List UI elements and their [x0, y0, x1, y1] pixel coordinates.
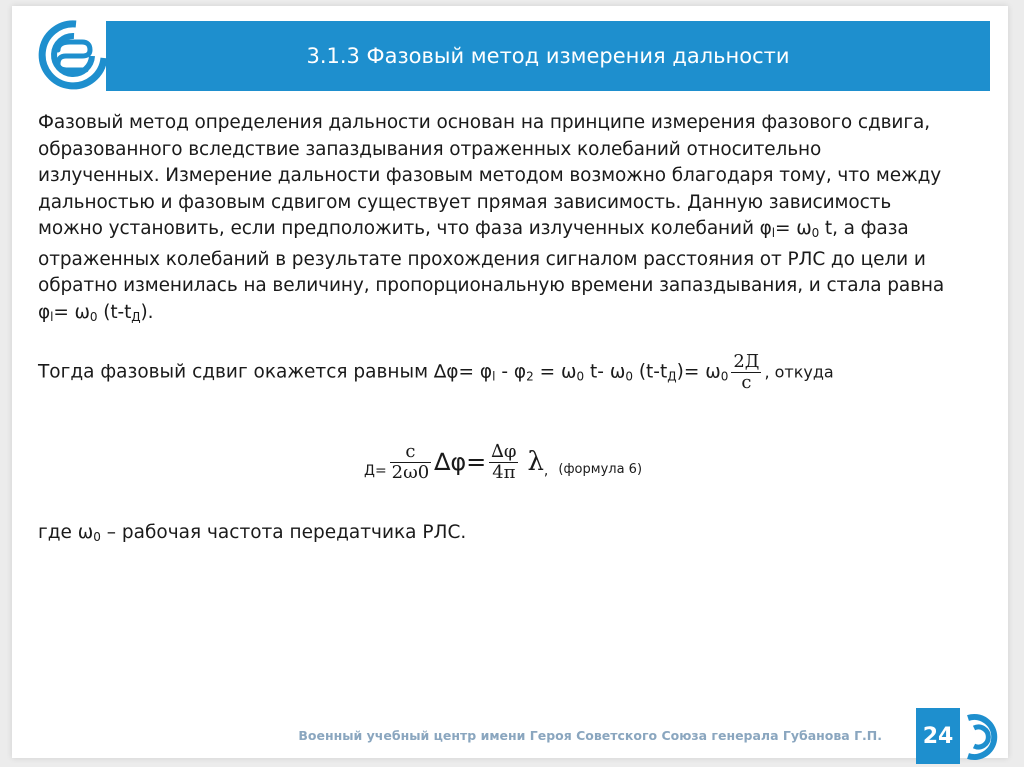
subscript: 0 [576, 369, 585, 384]
text: (t-t [632, 361, 668, 383]
fraction-c-over-2w0 [390, 442, 432, 483]
subscript: Д [667, 369, 677, 384]
main-paragraph [38, 110, 948, 330]
text: – рабочая частота передатчика РЛС. [100, 522, 467, 543]
para-text: t, а фаза отраженных колебаний в результате прохождения сигналом расстояния от РЛС до цели и обратно изменилась на величину, пропорциональную времени запаздывания, и стала равна φ [38, 218, 945, 323]
denominator: 4π [489, 462, 518, 483]
subscript: 0 [89, 309, 98, 324]
subscript: 0 [625, 369, 633, 384]
text: Тогда фазовый сдвиг окажется равным ∆φ= φ [38, 361, 493, 383]
subscript: Д [131, 309, 141, 324]
text: = ω [533, 361, 577, 383]
content [38, 110, 948, 392]
subscript: l [492, 369, 496, 384]
subscript: 0 [93, 530, 101, 544]
formula-lhs: Д= [364, 463, 387, 479]
text: )= ω [676, 361, 721, 383]
para-text: = ω [775, 218, 812, 239]
para-text: ). [140, 301, 154, 323]
slide [12, 6, 1008, 758]
formula-note: (формула 6) [558, 461, 643, 477]
numerator: 2Д [733, 351, 760, 372]
subscript: 2 [526, 369, 534, 384]
text: t- ω [584, 361, 626, 383]
phase-shift-line [38, 352, 948, 392]
fraction-dphi-over-4pi [489, 442, 518, 483]
text: , откуда [764, 362, 834, 382]
footer-label: Военный учебный центр имени Героя Советского Союза генерала Губанова Г.П. [298, 728, 882, 743]
page-number: 24 [916, 708, 960, 764]
subscript: l [771, 226, 776, 240]
para-text: Фазовый метод определения дальности основан на принципе измерения фазового сдвига, образованного вследствие запаздывания отраженных колебаний относительно излученных. Измерение дальности фазовым методом возможно благодаря тому, что между дальностью и фазовым сдвигом существует прямая зависимость. Данную зависимость можно установить, если предположить, что фаза излученных колебаний φ [38, 112, 942, 239]
formula-comma: , [543, 463, 549, 479]
fraction-2d-over-c [731, 352, 761, 393]
text: - φ [495, 361, 527, 383]
formula-6 [364, 430, 642, 494]
formula-mid: ∆φ= [434, 448, 487, 476]
denominator: 2ω0 [391, 461, 430, 483]
footer-logo-icon [962, 712, 1008, 762]
subscript: 0 [811, 226, 820, 240]
denominator: c [731, 372, 761, 393]
logo-icon [38, 20, 108, 90]
lambda-symbol: λ [527, 447, 544, 477]
numerator: c [405, 440, 416, 462]
text: где ω [38, 522, 94, 543]
subscript: 0 [720, 369, 729, 384]
subscript: l [50, 309, 54, 324]
para-text: = ω [53, 301, 90, 323]
para-text: (t-t [97, 301, 132, 323]
header-bar [106, 21, 990, 91]
where-line [38, 522, 466, 544]
numerator: ∆φ [491, 440, 517, 462]
slide-title: 3.1.3 Фазовый метод измерения дальности [306, 44, 790, 68]
